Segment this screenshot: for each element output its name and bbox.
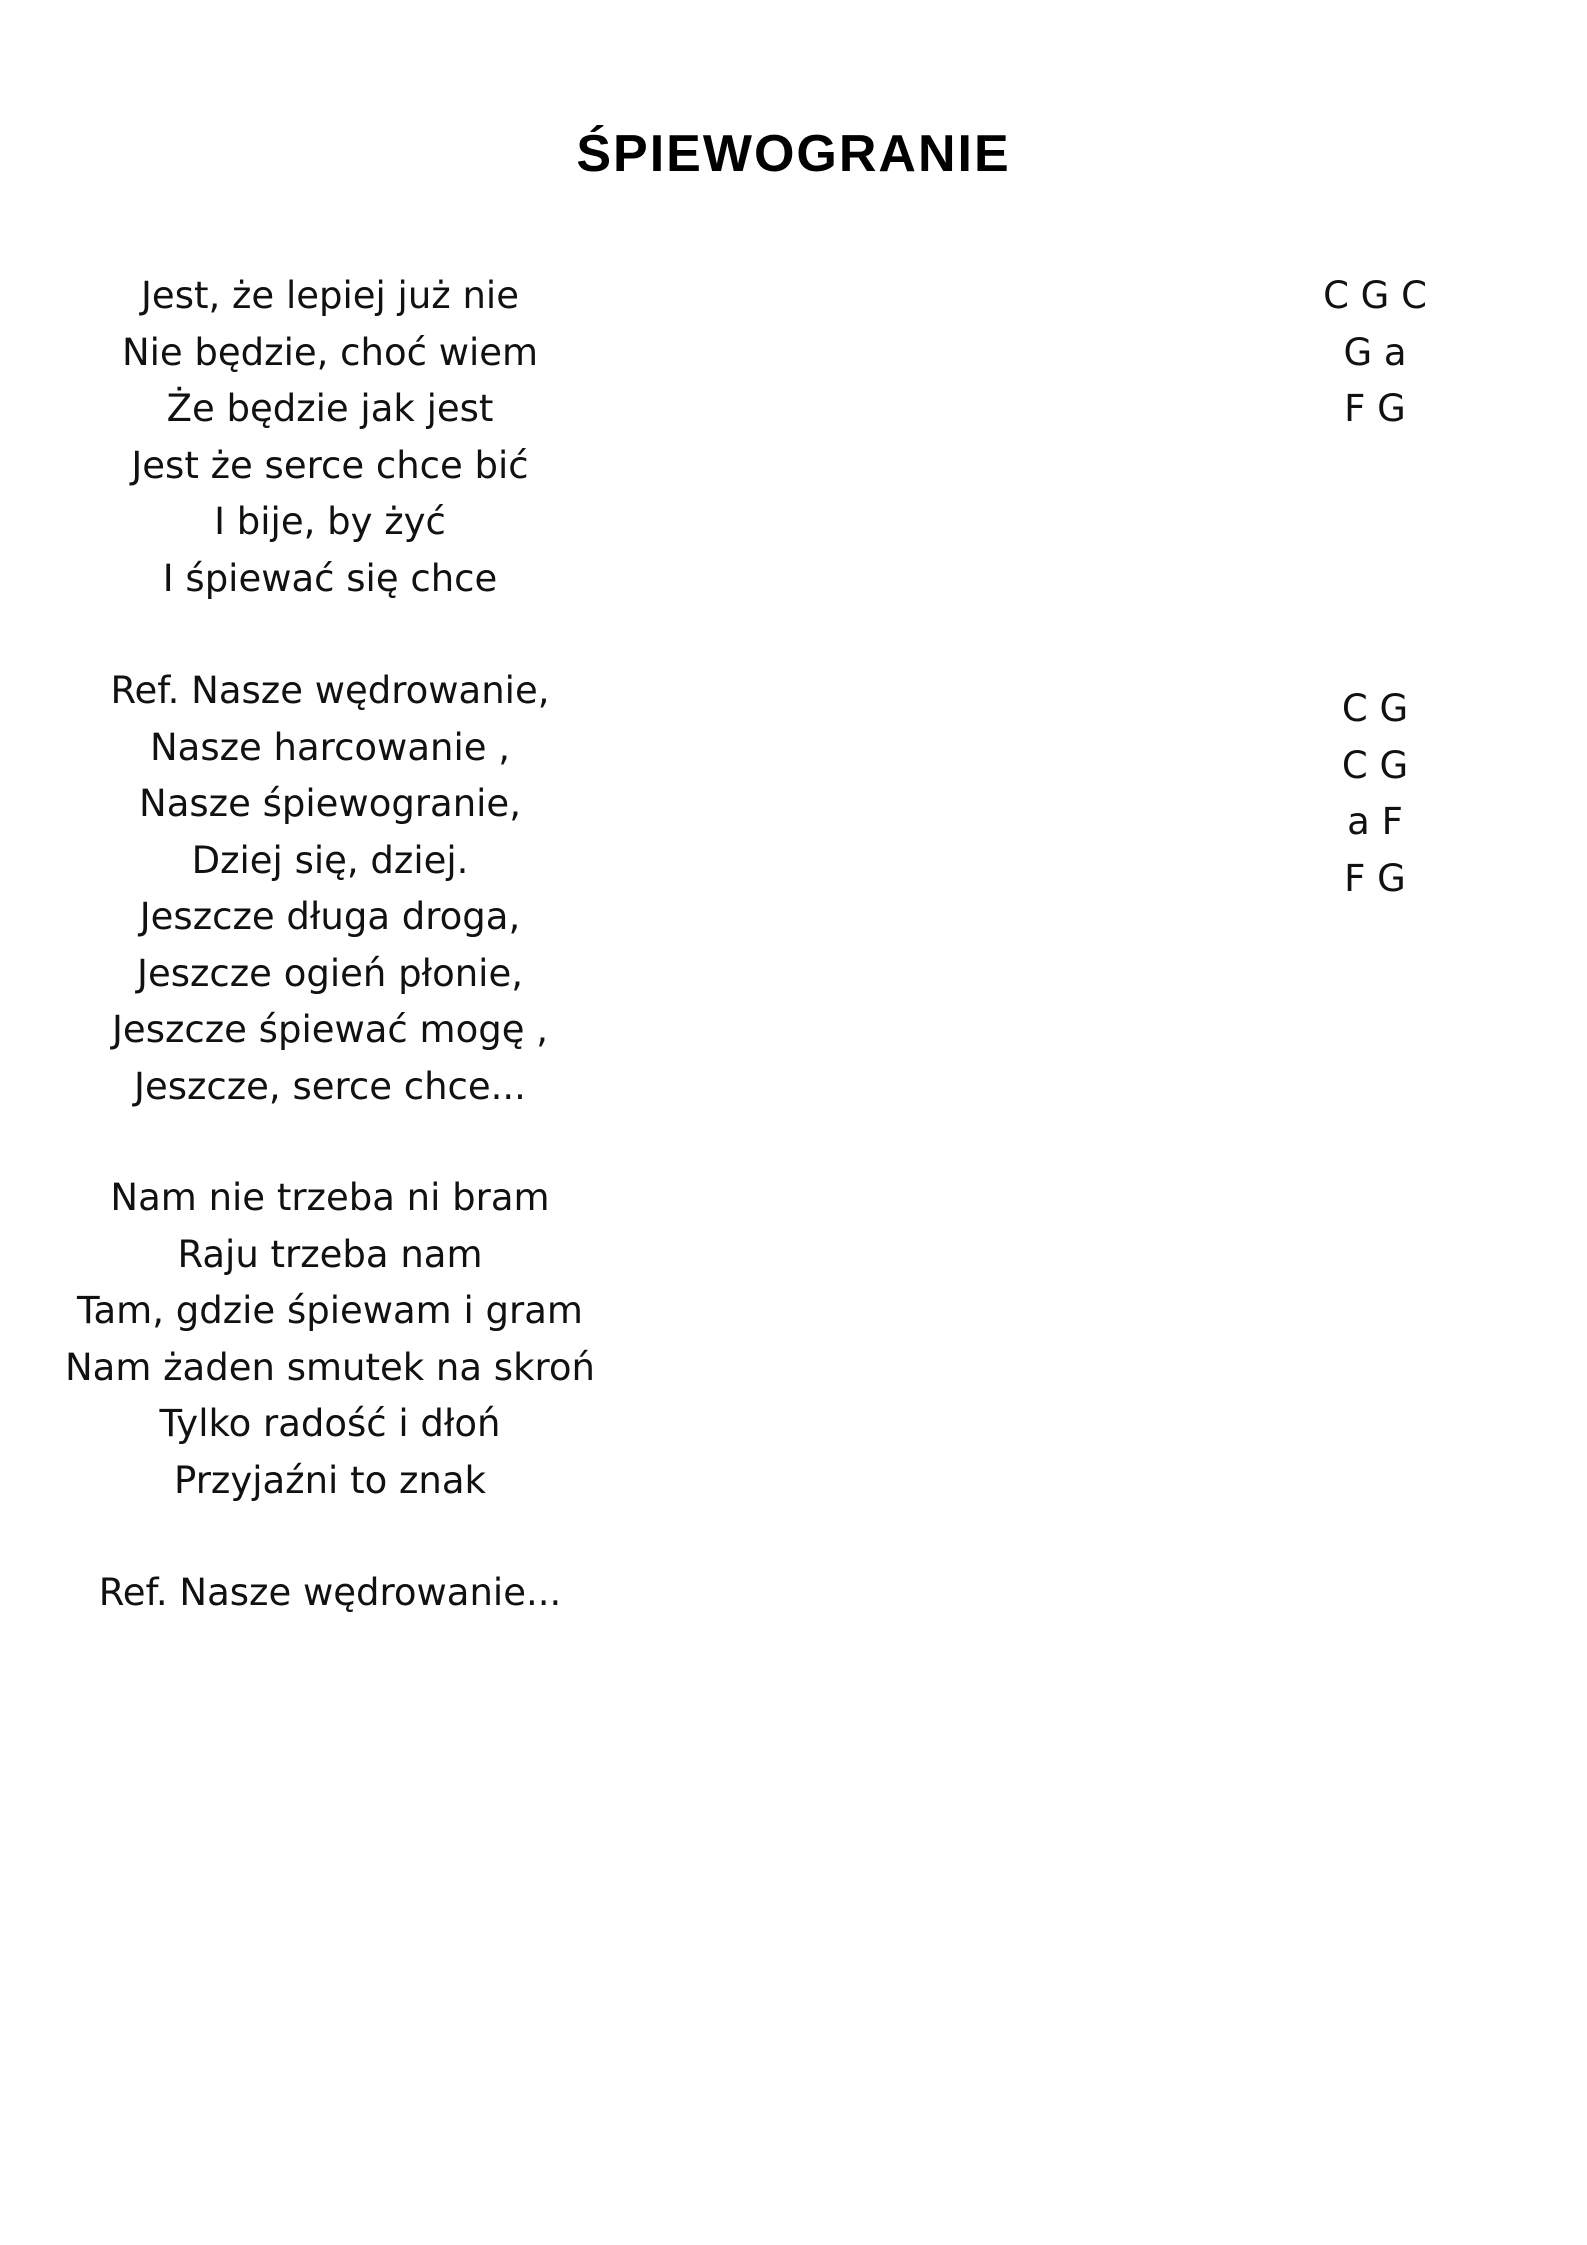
lyric-line: Nam nie trzeba ni bram bbox=[110, 1176, 550, 1219]
lyric-line: Tam, gdzie śpiewam i gram bbox=[77, 1289, 583, 1332]
chord-line: C G bbox=[1341, 743, 1409, 787]
lyric-line: Nam żaden smutek na skroń bbox=[64, 1345, 595, 1389]
chord-line: C G bbox=[1341, 687, 1409, 730]
lyric-line: Jeszcze, serce chce... bbox=[134, 1064, 526, 1108]
lyric-line: Jeszcze długa droga, bbox=[139, 895, 521, 938]
lyric-line: Jest, że lepiej już nie bbox=[141, 274, 519, 317]
lyric-line: I bije, by żyć bbox=[214, 500, 446, 543]
lyric-line: Nie będzie, choć wiem bbox=[121, 330, 539, 374]
chord-line: G a bbox=[1343, 330, 1407, 374]
lyric-line: Ref. Nasze wędrowanie, bbox=[110, 669, 550, 712]
lyric-line: Nasze śpiewogranie, bbox=[139, 782, 521, 825]
chorus-repeat bbox=[30, 1565, 630, 1622]
lyric-line: Jeszcze ogień płonie, bbox=[137, 951, 523, 995]
lyric-line: Raju trzeba nam bbox=[177, 1232, 483, 1276]
lyric-line: Jest że serce chce bić bbox=[131, 443, 529, 487]
lyric-line: Nasze harcowanie , bbox=[149, 725, 511, 769]
lyric-line: Tylko radość i dłoń bbox=[159, 1402, 501, 1445]
lyric-line: Jeszcze śpiewać mogę , bbox=[112, 1008, 548, 1051]
lyric-line: Dziej się, dziej. bbox=[191, 838, 469, 882]
chord-line: C G C bbox=[1323, 274, 1427, 317]
lyric-line: Przyjaźni to znak bbox=[174, 1458, 486, 1502]
verse-2 bbox=[30, 1170, 630, 1509]
chord-line: F G bbox=[1344, 387, 1406, 430]
chord-line: a F bbox=[1347, 800, 1403, 843]
song-title: ŚPIEWOGRANIE bbox=[576, 125, 1011, 183]
verse-chords bbox=[1230, 268, 1520, 438]
lyric-line: I śpiewać się chce bbox=[162, 556, 498, 600]
chord-line: F G bbox=[1344, 856, 1406, 900]
verse-1 bbox=[30, 268, 630, 607]
chorus-chords bbox=[1230, 681, 1520, 907]
chorus bbox=[30, 663, 630, 1115]
lyric-line: Że będzie jak jest bbox=[166, 387, 494, 430]
lyric-line: Ref. Nasze wędrowanie... bbox=[98, 1571, 562, 1614]
